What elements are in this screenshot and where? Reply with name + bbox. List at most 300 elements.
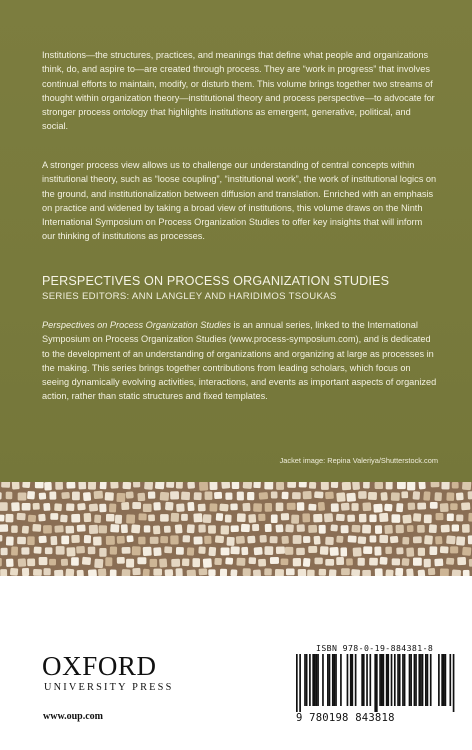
mosaic-tile	[54, 503, 62, 511]
mosaic-tile	[94, 559, 103, 569]
mosaic-tile	[341, 503, 350, 511]
mosaic-tile	[308, 546, 317, 553]
mosaic-tile	[194, 492, 202, 500]
mosaic-tile	[440, 546, 449, 553]
barcode-bar	[425, 654, 427, 706]
oxford-logo-text: OXFORD	[42, 651, 157, 681]
mosaic-tile	[109, 503, 116, 512]
mosaic-tile	[468, 535, 472, 544]
mosaic-tile	[18, 558, 27, 567]
mosaic-tile	[431, 482, 440, 487]
mosaic-tile	[17, 537, 26, 545]
barcode-bar	[309, 654, 311, 706]
mosaic-tile	[236, 558, 245, 566]
mosaic-tile	[230, 569, 237, 576]
mosaic-tile	[132, 568, 140, 575]
mosaic-tile	[441, 482, 449, 490]
mosaic-tile	[126, 559, 134, 568]
mosaic-tile	[362, 502, 371, 511]
mosaic-tile	[209, 503, 217, 511]
barcode-bar	[427, 654, 429, 706]
mosaic-tile	[253, 569, 261, 576]
mosaic-tile	[308, 504, 316, 511]
mosaic-tile	[352, 525, 361, 533]
mosaic-tile	[122, 482, 131, 489]
mosaic-tile	[461, 502, 470, 510]
mosaic-tile	[203, 514, 212, 523]
barcode-bar	[299, 654, 301, 712]
mosaic-tile	[98, 568, 106, 576]
mosaic-tile	[44, 482, 52, 491]
mosaic-tile	[198, 568, 207, 575]
mosaic-tile	[385, 569, 393, 576]
mosaic-tile	[241, 547, 248, 555]
mosaic-tile	[375, 482, 384, 489]
mosaic-tile	[308, 525, 317, 533]
mosaic-tile	[214, 558, 222, 565]
barcode-bar	[379, 654, 381, 706]
mosaic-tile	[253, 503, 262, 512]
publisher-website[interactable]: www.oup.com	[43, 711, 104, 722]
barcode-bar	[443, 654, 445, 706]
mosaic-tile	[462, 547, 471, 556]
mosaic-tile	[165, 502, 174, 511]
mosaic-tile	[221, 547, 230, 555]
mosaic-tile	[237, 513, 246, 522]
barcode-bar	[415, 654, 417, 706]
mosaic-tile	[106, 536, 115, 545]
mosaic-tile	[296, 548, 305, 555]
mosaic-tile	[176, 568, 183, 576]
mosaic-tile	[456, 536, 465, 545]
mosaic-tile	[456, 492, 464, 500]
mosaic-tile	[198, 524, 205, 532]
mosaic-tile	[276, 503, 284, 512]
mosaic-tile	[198, 546, 205, 553]
mosaic-tile	[291, 515, 299, 524]
mosaic-tile	[171, 559, 180, 567]
mosaic-tile	[379, 513, 388, 522]
mosaic-tile	[351, 503, 358, 511]
mosaic-tile	[347, 515, 355, 522]
mosaic-tile	[428, 568, 435, 575]
mosaic-tile	[395, 568, 403, 576]
mosaic-tile	[363, 482, 370, 489]
mosaic-tile	[121, 502, 129, 510]
mosaic-tile	[236, 536, 245, 544]
mosaic-tile	[446, 535, 456, 544]
mosaic-tile	[0, 558, 2, 566]
university-press-text: UNIVERSITY PRESS	[44, 682, 174, 693]
barcode-bar	[361, 654, 363, 706]
mosaic-tile	[230, 503, 237, 510]
mosaic-tile	[89, 504, 98, 512]
mosaic-tile	[270, 536, 278, 543]
mosaic-tile	[314, 558, 322, 565]
mosaic-tile	[408, 503, 416, 511]
mosaic-tile	[225, 557, 233, 564]
barcode-bar	[394, 654, 396, 706]
series-name-italic: Perspectives on Process Organization Studies	[42, 320, 231, 330]
mosaic-tile	[456, 514, 463, 521]
mosaic-tile	[77, 525, 86, 532]
mosaic-tile	[270, 557, 279, 564]
barcode-bar	[322, 654, 324, 706]
mosaic-tile	[424, 535, 433, 545]
mosaic-tile	[368, 492, 377, 500]
mosaic-tile	[434, 558, 443, 566]
mosaic-tile	[298, 569, 307, 576]
mosaic-tile	[241, 524, 250, 532]
mosaic-tile	[61, 492, 70, 499]
mosaic-tile	[43, 503, 50, 511]
mosaic-tile	[166, 482, 174, 488]
mosaic-tile	[303, 558, 311, 567]
mosaic-tile	[293, 558, 301, 566]
barcode-bar	[332, 654, 334, 706]
mosaic-tile	[342, 482, 351, 490]
mosaic-tile	[54, 525, 63, 532]
mosaic-tile	[65, 569, 74, 576]
mosaic-tile	[0, 569, 7, 576]
barcode-bar	[414, 654, 416, 706]
mosaic-tile	[281, 513, 289, 520]
mosaic-tile	[105, 557, 112, 566]
barcode-bar	[445, 654, 447, 706]
mosaic-tile	[392, 558, 400, 565]
barcode-bar	[317, 654, 319, 706]
mosaic-tile	[27, 491, 35, 500]
mosaic-tile	[39, 557, 48, 565]
mosaic-tile	[93, 536, 102, 545]
mosaic-tile	[418, 548, 425, 556]
barcode-bar	[306, 654, 308, 706]
mosaic-tile	[150, 537, 159, 544]
mosaic-tile	[71, 514, 80, 523]
mosaic-tile	[203, 558, 212, 568]
mosaic-tile	[450, 546, 458, 553]
mosaic-tile	[359, 514, 367, 523]
mosaic-tile	[182, 535, 190, 542]
mosaic-tile	[10, 568, 18, 576]
mosaic-tile	[321, 482, 329, 490]
barcode-icon	[296, 654, 456, 712]
mosaic-tile	[160, 536, 168, 543]
mosaic-tile	[175, 524, 183, 533]
mosaic-tile	[260, 535, 267, 543]
barcode-bar	[441, 654, 443, 706]
mosaic-tile	[193, 536, 202, 544]
mosaic-tile	[34, 546, 42, 553]
mosaic-tile	[122, 547, 131, 554]
mosaic-tile	[243, 568, 251, 576]
mosaic-tile	[126, 535, 133, 542]
mosaic-tile	[435, 536, 442, 544]
mosaic-tile	[1, 482, 10, 488]
barcode-bar	[316, 654, 318, 706]
mosaic-tile	[406, 547, 414, 556]
mosaic-tile	[237, 492, 244, 501]
mosaic-tile	[303, 491, 312, 499]
mosaic-tile	[105, 492, 114, 501]
mosaic-tile	[205, 491, 213, 499]
barcode-bar	[376, 654, 378, 712]
barcode-bar	[420, 654, 422, 706]
mosaic-tile	[164, 526, 171, 533]
mosaic-tile	[160, 514, 169, 522]
mosaic-tile	[6, 559, 14, 567]
mosaic-tile	[336, 536, 343, 543]
mosaic-tile	[99, 548, 106, 557]
mosaic-tile	[281, 536, 289, 544]
mosaic-tile	[386, 482, 393, 489]
mosaic-tile	[441, 525, 450, 533]
mosaic-tile	[285, 524, 294, 532]
mosaic-tile	[61, 536, 69, 545]
mosaic-tile	[89, 525, 98, 534]
mosaic-tile	[38, 536, 46, 544]
mosaic-tile	[336, 514, 345, 522]
mosaic-tile	[192, 558, 200, 567]
mosaic-tile	[303, 536, 310, 543]
barcode-bar	[347, 654, 349, 706]
mosaic-tile	[319, 569, 327, 576]
mosaic-tile	[82, 557, 91, 565]
mosaic-tile	[341, 568, 350, 575]
mosaic-tile	[462, 482, 471, 490]
mosaic-tile	[12, 482, 20, 490]
mosaic-tile	[106, 514, 115, 522]
mosaic-tile	[280, 558, 288, 565]
mosaic-tile	[143, 504, 152, 512]
barcode-bar	[363, 654, 365, 706]
mosaic-tile	[181, 492, 190, 501]
mosaic-tile	[84, 535, 91, 543]
mosaic-tile	[0, 492, 2, 499]
mosaic-tile	[43, 525, 52, 533]
mosaic-tile	[153, 502, 161, 510]
mosaic-tile	[6, 536, 14, 545]
mosaic-tile	[159, 558, 167, 567]
mosaic-tile	[187, 502, 194, 511]
mosaic-tile	[331, 482, 338, 488]
mosaic-tile	[413, 513, 421, 522]
mosaic-tile	[385, 547, 392, 554]
barcode-bar	[340, 654, 342, 706]
mosaic-tile	[417, 503, 426, 510]
mosaic-tile	[413, 558, 422, 566]
mosaic-tile	[436, 513, 444, 520]
mosaic-tile	[324, 513, 333, 522]
mosaic-tile	[282, 492, 289, 500]
mosaic-tile	[66, 482, 75, 489]
mosaic-tile	[358, 536, 367, 544]
mosaic-tile	[429, 546, 437, 555]
barcode-bar	[312, 654, 314, 706]
mosaic-tile	[204, 536, 211, 544]
mosaic-tile	[406, 568, 414, 576]
mosaic-tile	[258, 559, 266, 567]
mosaic-tile	[358, 491, 366, 499]
barcode-bar	[387, 654, 389, 706]
mosaic-tile	[285, 547, 293, 555]
mosaic-tile	[148, 491, 156, 498]
mosaic-tile	[369, 558, 378, 566]
mosaic-tile	[165, 569, 174, 576]
mosaic-tile	[0, 514, 5, 521]
mosaic-tile	[374, 546, 381, 555]
mosaic-tile	[299, 482, 307, 488]
barcode-bar	[381, 654, 383, 706]
mosaic-tile	[17, 513, 26, 521]
mosaic-tile	[0, 502, 8, 511]
mosaic-tile	[462, 524, 470, 533]
mosaic-tile	[259, 492, 268, 500]
mosaic-tile	[137, 557, 146, 564]
mosaic-tile	[88, 569, 97, 576]
mosaic-tile	[220, 569, 227, 576]
barcode-bar	[453, 654, 455, 712]
mosaic-tile	[115, 515, 122, 524]
mosaic-tile	[50, 536, 57, 545]
mosaic-tile	[353, 547, 362, 556]
mosaic-tile	[50, 513, 58, 520]
barcode-bar	[335, 654, 337, 706]
barcode-bar	[399, 654, 401, 706]
mosaic-tile	[22, 526, 29, 534]
mosaic-tile	[210, 482, 218, 490]
mosaic-tile	[423, 491, 430, 501]
mosaic-tile	[396, 503, 403, 512]
barcode-bar	[410, 654, 412, 706]
mosaic-tile	[396, 525, 404, 534]
mosaic-tile	[65, 526, 74, 534]
barcode-bar	[327, 654, 329, 706]
mosaic-tile	[248, 514, 256, 523]
mosaic-tile	[144, 482, 153, 490]
mosaic-tile	[309, 482, 316, 489]
mosaic-tile	[60, 515, 68, 523]
mosaic-tile	[45, 547, 53, 554]
mosaic-tile	[126, 514, 135, 523]
mosaic-tile	[247, 492, 254, 500]
mosaic-tile	[49, 559, 56, 566]
mosaic-tile	[66, 503, 74, 511]
mosaic-tile	[164, 546, 172, 553]
mosaic-tile	[293, 535, 302, 544]
mosaic-tile	[264, 482, 273, 489]
mosaic-tile	[131, 524, 140, 533]
mosaic-tile	[351, 569, 360, 576]
mosaic-tile	[275, 569, 284, 576]
mosaic-tile	[397, 482, 406, 489]
mosaic-tile	[138, 513, 146, 520]
jacket-image-credit: Jacket image: Repina Valeriya/Shutterstock.com	[279, 456, 438, 465]
mosaic-tile	[22, 503, 31, 511]
mosaic-tile	[390, 536, 399, 543]
mosaic-tile	[27, 536, 35, 545]
mosaic-tile	[143, 547, 152, 556]
mosaic-tile	[22, 482, 30, 488]
mosaic-tile	[424, 559, 431, 568]
barcode-bar	[449, 654, 451, 706]
mosaic-tile	[329, 569, 337, 576]
mosaic-tile	[99, 504, 106, 513]
barcode-bar	[369, 654, 371, 706]
mosaic-tile	[1, 548, 8, 555]
mosaic-tile	[358, 558, 365, 566]
mosaic-tile	[440, 568, 449, 576]
mosaic-tile	[276, 546, 285, 554]
mosaic-tile	[379, 535, 388, 543]
mosaic-tile	[402, 537, 409, 545]
barcode-bar	[386, 654, 388, 706]
mosaic-tile	[171, 513, 180, 522]
mosaic-tile	[271, 514, 278, 523]
mosaic-tile	[271, 491, 278, 498]
series-title: PERSPECTIVES ON PROCESS ORGANIZATION STUDIES	[42, 274, 390, 288]
mosaic-tile	[6, 492, 13, 500]
mosaic-tile	[384, 525, 393, 534]
series-description	[42, 318, 438, 404]
mosaic-tile	[61, 559, 68, 566]
mosaic-tile	[254, 547, 263, 555]
barcode-bar	[402, 654, 404, 706]
mosaic-tile	[452, 569, 461, 576]
mosaic-tile	[252, 524, 259, 531]
mosaic-tile	[153, 547, 161, 556]
mosaic-tile	[352, 482, 360, 490]
mosaic-tile	[325, 559, 334, 566]
mosaic-tile	[447, 513, 454, 521]
series-editors: SERIES EDITORS: ANN LANGLEY AND HARIDIMOS TSOUKAS	[42, 291, 337, 302]
mosaic-tile	[148, 514, 155, 521]
mosaic-tile	[49, 491, 56, 499]
mosaic-tile	[440, 503, 449, 512]
mosaic-tile	[215, 535, 224, 543]
mosaic-tile	[176, 547, 184, 555]
mosaic-tile	[446, 492, 454, 501]
barcode-bar	[404, 654, 406, 706]
mosaic-tile	[88, 547, 96, 555]
mosaic-tile	[76, 546, 85, 554]
mosaic-tile	[341, 525, 349, 533]
mosaic-tile	[198, 504, 206, 512]
mosaic-tile	[373, 504, 382, 513]
mosaic-tile	[287, 482, 296, 488]
mosaic-tile	[231, 525, 239, 532]
series-body: is an annual series, linked to the International Symposium on Process Organization Studies (www.process-symposium.com), and is dedicated to the development of an understanding of organizations and organizing at large as processes in the making. This series brings together contributions from leading scholars, which focus on seeing dynamically evolving activities, interactions, and events as important aspects of organized action, rather than static structures and fixed templates.	[42, 320, 437, 402]
mosaic-tile	[407, 525, 414, 532]
mosaic-tile	[396, 547, 403, 554]
mosaic-tile	[98, 525, 107, 533]
mosaic-tile	[94, 491, 104, 499]
mosaic-tile	[348, 535, 357, 542]
mosaic-tile	[227, 537, 235, 546]
mosaic-tile	[313, 514, 322, 523]
mosaic-tile	[71, 535, 80, 543]
barcode-digits: 9 780198 843818	[296, 712, 395, 724]
barcode-bar	[374, 654, 376, 712]
barcode-bar	[350, 654, 352, 706]
mosaic-tile	[22, 568, 29, 576]
mosaic-tile	[216, 513, 224, 521]
mosaic-tile	[11, 525, 18, 532]
mosaic-tile	[132, 546, 141, 555]
mosaic-tile	[11, 502, 20, 511]
mosaic-tile	[21, 547, 29, 554]
barcode-bar	[296, 654, 298, 712]
